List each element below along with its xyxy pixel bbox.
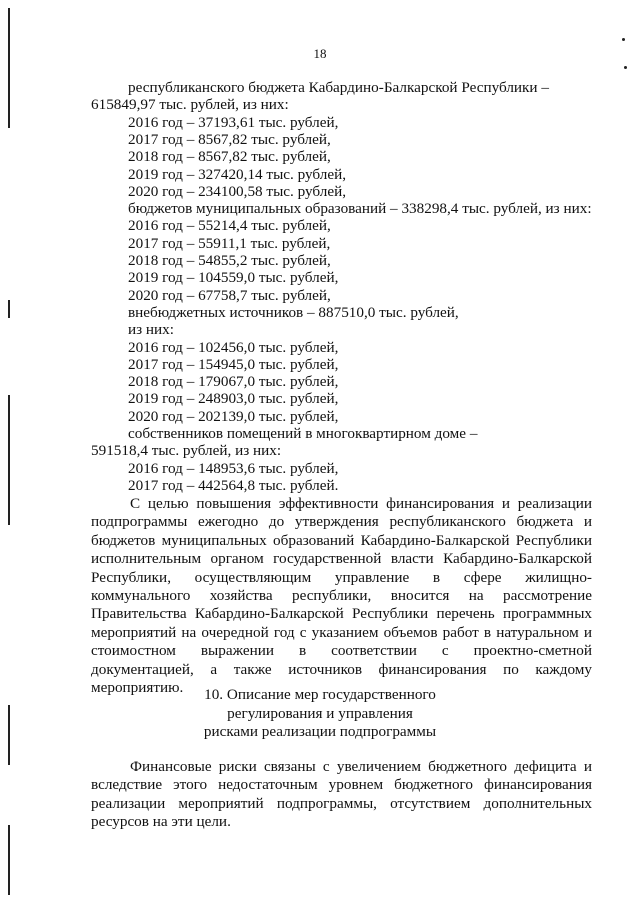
funding-line: 2018 год – 54855,2 тыс. рублей, (128, 252, 331, 269)
funding-line: собственников помещений в многоквартирном доме – (128, 425, 478, 442)
funding-line: 2016 год – 148953,6 тыс. рублей, (128, 459, 339, 477)
funding-line: 615849,97 тыс. рублей, из них: (91, 96, 289, 114)
section-heading-line-1: 10. Описание мер государственного (204, 686, 436, 703)
page-number: 18 (313, 46, 327, 61)
funding-line: 2019 год – 248903,0 тыс. рублей, (128, 390, 339, 408)
funding-line: 2020 год – 202139,0 тыс. рублей, (128, 407, 339, 425)
funding-line: 2019 год – 327420,14 тыс. рублей, (128, 165, 346, 183)
scan-edge-mark (8, 8, 10, 128)
funding-line: 2020 год – 67758,7 тыс. рублей, (128, 286, 331, 304)
funding-line: 2016 год – 37193,61 тыс. рублей, (128, 113, 339, 131)
funding-line: из них: (128, 321, 174, 339)
funding-line: 591518,4 тыс. рублей, из них: (91, 442, 282, 460)
funding-line: бюджетов муниципальных образований – 338298,4 тыс. рублей, из них: (128, 200, 592, 218)
scan-dot (624, 66, 627, 69)
funding-line: 2020 год – 234100,58 тыс. рублей, (128, 182, 346, 200)
section-heading-line-3: рисками реализации подпрограммы (203, 723, 437, 741)
funding-line: 2016 год – 55214,4 тыс. рублей, (128, 217, 331, 235)
paragraph-financing-efficiency: С целью повышения эффективности финансирования и реализации подпрограммы ежегодно до утверждения республиканского бюджета и бюджетов муниципальных образований Кабардино-Балкарской Республики исполнительным органом государственной власти Кабардино-Балкарской Республики, осуществляющим управление в сфере жилищно-коммунального хозяйства республики, вносится на рассмотрение Правительства Кабардино-Балкарской Республики перечень программных мероприятий на очередной год с указанием объемов работ в натуральном и стоимостном выражении в соответствии с проектно-сметной документацией, а также источников финансирования по каждому мероприятию. (91, 495, 592, 697)
funding-line: 2018 год – 8567,82 тыс. рублей, (128, 148, 331, 166)
funding-line: республиканского бюджета Кабардино-Балкарской Республики – (128, 79, 549, 96)
section-heading (0, 686, 640, 742)
funding-line: 2019 год – 104559,0 тыс. рублей, (128, 269, 339, 287)
funding-line: 2017 год – 55911,1 тыс. рублей, (128, 234, 331, 252)
section-heading-line-2: регулирования и управления (227, 704, 413, 722)
funding-line: 2016 год – 102456,0 тыс. рублей, (128, 338, 339, 356)
paragraph-financial-risks: Финансовые риски связаны с увеличением бюджетного дефицита и вследствие этого недостаточным уровнем бюджетного финансирования реализации мероприятий подпрограммы, отсутствием дополнительных ресурсов на эти цели. (91, 758, 592, 831)
funding-line: 2017 год – 8567,82 тыс. рублей, (128, 130, 331, 148)
funding-line: 2017 год – 442564,8 тыс. рублей. (128, 476, 339, 494)
funding-line: 2017 год – 154945,0 тыс. рублей, (128, 355, 339, 373)
funding-line: внебюджетных источников – 887510,0 тыс. рублей, (128, 303, 459, 321)
funding-line: 2018 год – 179067,0 тыс. рублей, (128, 373, 339, 391)
scan-edge-mark (8, 300, 10, 318)
scan-dot (622, 38, 625, 41)
scan-edge-mark (8, 395, 10, 525)
scan-edge-mark (8, 825, 10, 895)
